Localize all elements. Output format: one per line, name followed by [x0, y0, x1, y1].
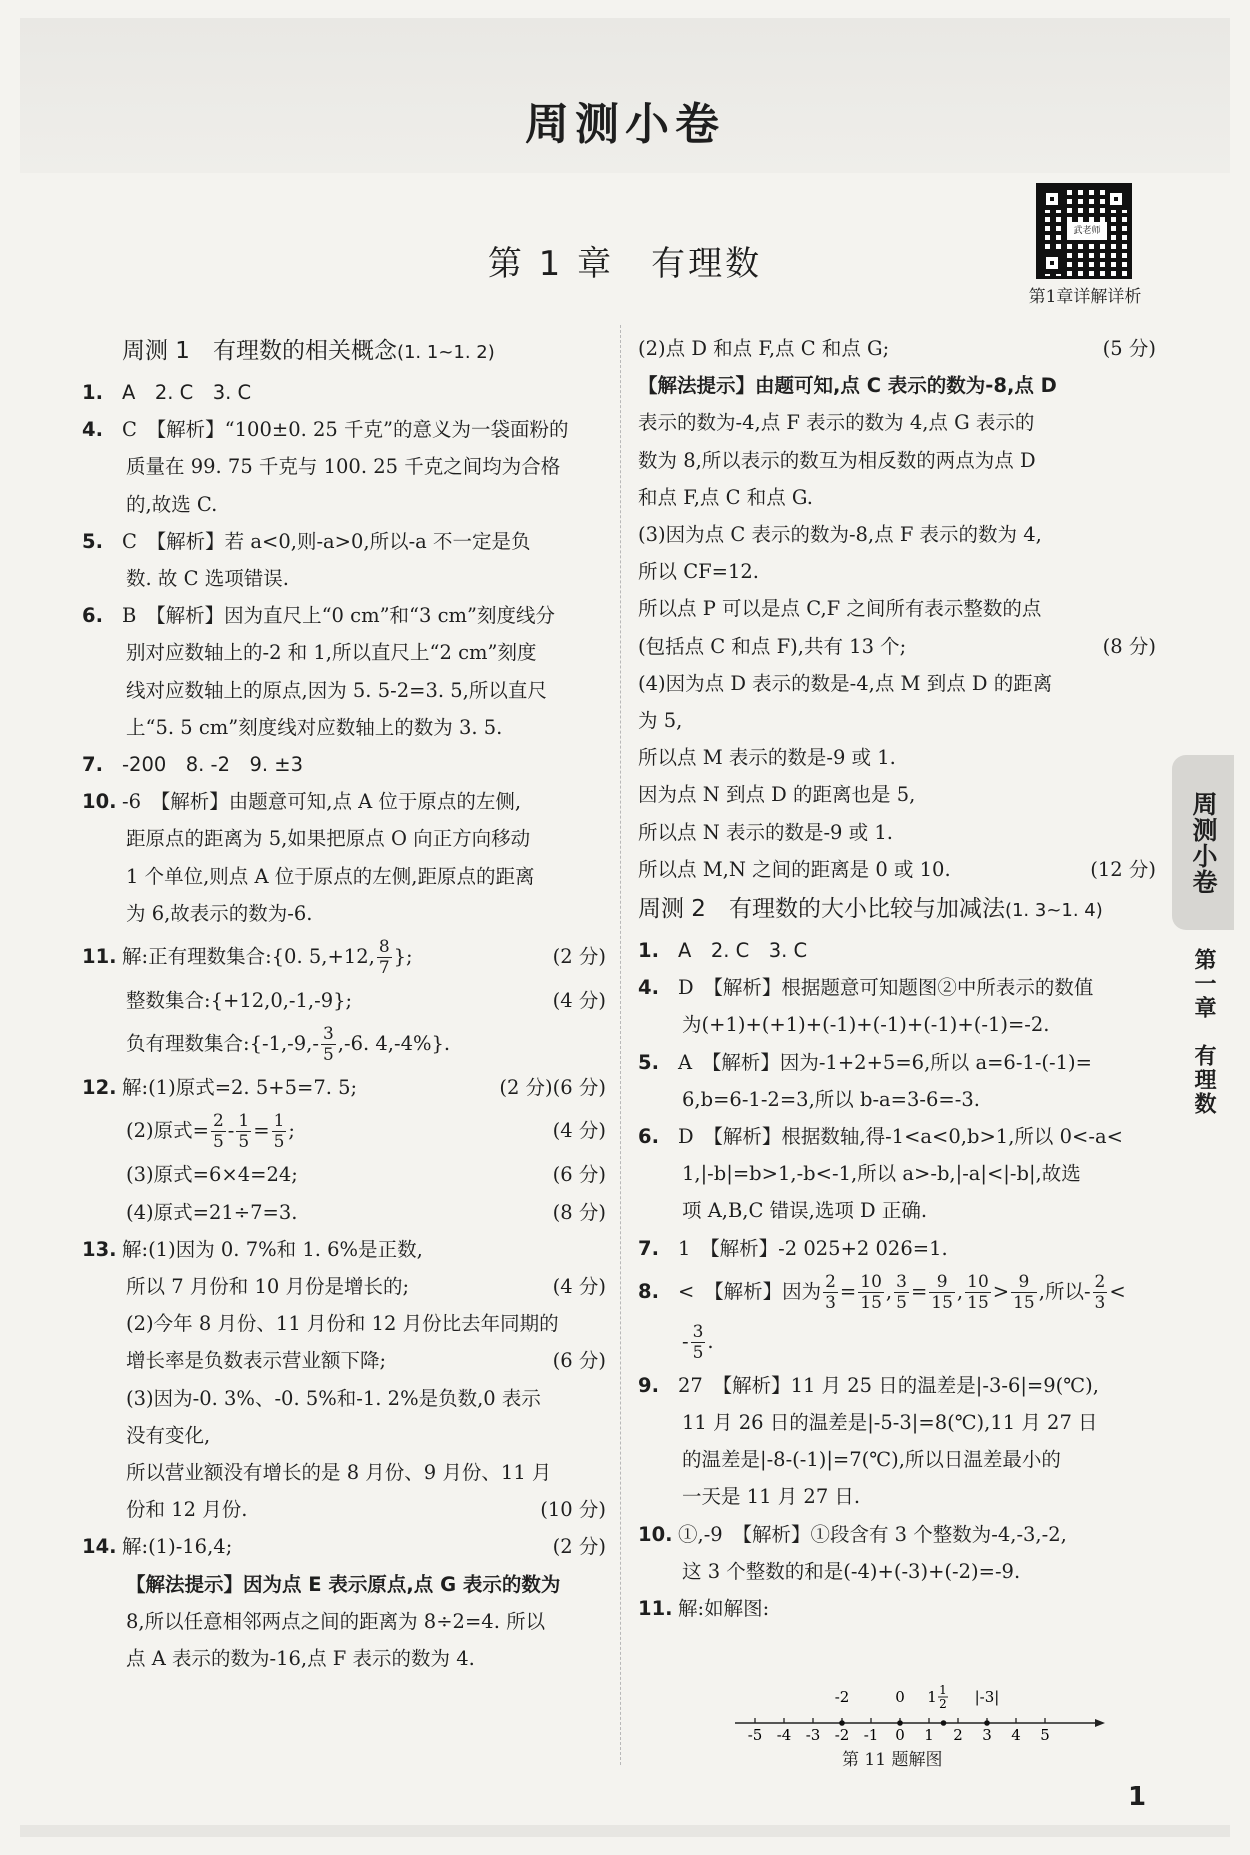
axis-point [984, 1720, 990, 1726]
point-label-abs: |-3| [974, 1688, 1000, 1706]
axis-tick-label: 3 [982, 1726, 992, 1742]
page-title: 周测小卷 [525, 99, 725, 150]
score: (8 分) [552, 1200, 606, 1224]
answer-line: 6. B 【解析】因为直尺上“0 cm”和“3 cm”刻度线分 [82, 604, 555, 628]
answer-line: 1 个单位,则点 A 位于原点的左侧,距原点的距离 [126, 864, 535, 888]
answer-line: 因为点 N 到点 D 的距离也是 5, [638, 783, 916, 807]
answer-line: 份和 12 月份. (10 分) [82, 1491, 606, 1528]
point-label-mixed-num: 1 [939, 1683, 947, 1697]
axis-tick-label: -5 [747, 1726, 763, 1742]
answer-line: 增长率是负数表示营业额下降; (6 分) [82, 1342, 606, 1379]
chapter-title: 第 1 章 有理数 [487, 244, 763, 284]
answer-line: (2)点 D 和点 F,点 C 和点 G; (5 分) [638, 330, 1156, 367]
score: (4 分) [552, 989, 606, 1013]
answer-line: 点 A 表示的数为-16,点 F 表示的数为 4. [126, 1647, 475, 1671]
answer-line: 项 A,B,C 错误,选项 D 正确. [682, 1199, 928, 1223]
answer-line: 7. 1 【解析】-2 025+2 026=1. [638, 1236, 948, 1260]
answer-line: (4)因为点 D 表示的数是-4,点 M 到点 D 的距离 [638, 671, 1053, 695]
qr-caption: 第1章详解详析 [1028, 287, 1142, 307]
answer-line: 5. A 【解析】因为-1+2+5=6,所以 a=6-1-(-1)= [638, 1050, 1092, 1074]
answer-line: 10. -6 【解析】由题意可知,点 A 位于原点的左侧, [82, 790, 522, 814]
axis-point [897, 1720, 903, 1726]
answer-line: 【解法提示】由题可知,点 C 表示的数为-8,点 D [638, 374, 1057, 398]
answer-line: 和点 F,点 C 和点 G. [638, 485, 813, 509]
answer-line: 11. 解:如解图: [638, 1597, 770, 1621]
answer-line: 这 3 个整数的和是(-4)+(-3)+(-2)=-9. [682, 1559, 1021, 1583]
answer-line: 没有变化, [126, 1423, 211, 1447]
answer-line: 所以 CF=12. [638, 560, 759, 584]
answer-line: 【解法提示】因为点 E 表示原点,点 G 表示的数为 [126, 1572, 561, 1596]
answer-line: 4. C 【解析】“100±0. 25 千克”的意义为一袋面粉的 [82, 418, 569, 442]
axis-tick-label: -2 [834, 1726, 850, 1742]
axis-tick-label: 2 [953, 1726, 963, 1742]
score: (6 分) [552, 1163, 606, 1187]
score: (8 分) [1102, 634, 1156, 658]
answer-line: (3)因为点 C 表示的数为-8,点 F 表示的数为 4, [638, 523, 1042, 547]
section-title-week1: 周测 1 有理数的相关概念(1. 1~1. 2) [122, 338, 495, 364]
score: (4 分) [552, 1275, 606, 1299]
answer-line: 整数集合:{+12,0,-1,-9}; (4 分) [82, 982, 606, 1019]
qr-badge: 武老师 [1067, 222, 1107, 240]
side-chapter-label: 第一章 有理数 [1191, 948, 1216, 1116]
answer-line: 1. A 2. C 3. C [82, 381, 252, 404]
answer-line: 11. 解:正有理数集合:{0. 5,+12, $\frac{8}{7}$ }; (2 分) [82, 932, 606, 982]
answer-line: 7. -200 8. -2 9. ±3 [82, 753, 304, 777]
answer-line: 所以点 M 表示的数是-9 或 1. [638, 746, 896, 770]
point-label-neg2: -2 [834, 1688, 850, 1706]
axis-tick-label: -4 [776, 1726, 792, 1742]
axis-tick-label: -3 [805, 1726, 821, 1742]
score: (2 分) [499, 1076, 553, 1100]
answer-line: 距原点的距离为 5,如果把原点 O 向正方向移动 [126, 827, 531, 851]
answer-line: 11 月 26 日的温差是|-5-3|=8(℃),11 月 27 日 [682, 1411, 1098, 1435]
axis-tick-label: 0 [895, 1726, 905, 1742]
side-tab: 周测小卷 [1172, 755, 1234, 930]
footer-band [20, 1825, 1230, 1837]
score: (2 分) [552, 945, 606, 969]
number-line-figure [725, 1680, 1125, 1742]
axis-tick-label: 1 [924, 1726, 934, 1742]
answer-line: 的温差是|-8-(-1)|=7(℃),所以日温差最小的 [682, 1448, 1061, 1472]
point-label-zero: 0 [895, 1688, 905, 1706]
answer-line: 线对应数轴上的原点,因为 5. 5-2=3. 5,所以直尺 [126, 678, 547, 702]
answer-line: 数. 故 C 选项错误. [126, 567, 289, 591]
answer-line: 为 6,故表示的数为-6. [126, 901, 313, 925]
answer-line: 所以点 P 可以是点 C,F 之间所有表示整数的点 [638, 597, 1042, 621]
answer-line: 8,所以任意相邻两点之间的距离为 8÷2=4. 所以 [126, 1609, 546, 1633]
answer-line: 负有理数集合:{-1,-9,- $\frac{3}{5}$ ,-6. 4,-4%}. [126, 1024, 451, 1066]
score: (4 分) [552, 1119, 606, 1143]
score: (2 分) [552, 1535, 606, 1559]
answer-line: 5. C 【解析】若 a<0,则-a>0,所以-a 不一定是负 [82, 529, 531, 553]
score: (6 分) [552, 1349, 606, 1373]
answer-line: 6. D 【解析】根据数轴,得-1<a<0,b>1,所以 0<-a< [638, 1125, 1123, 1149]
answer-line: 10. ①,-9 【解析】①段含有 3 个整数为-4,-3,-2, [638, 1522, 1067, 1546]
axis-tick-label: 5 [1040, 1726, 1050, 1742]
answer-line: 为(+1)+(+1)+(-1)+(-1)+(-1)+(-1)=-2. [682, 1013, 1050, 1037]
column-divider [620, 325, 621, 1765]
answer-line: 13. 解:(1)因为 0. 7%和 1. 6%是正数, [82, 1237, 423, 1261]
answer-line: (2)原式= $\frac{2}{5}$ - $\frac{1}{5}$ = $\frac{1}{5}$ ; (4 分) [82, 1106, 606, 1156]
answer-line: 1. A 2. C 3. C [638, 939, 808, 963]
section-title-week2: 周测 2 有理数的大小比较与加减法(1. 3~1. 4) [638, 896, 1103, 923]
answer-line: (3)因为-0. 3%、-0. 5%和-1. 2%是负数,0 表示 [126, 1386, 541, 1410]
answer-line: 为 5, [638, 709, 683, 733]
answer-line: 一天是 11 月 27 日. [682, 1485, 861, 1509]
answer-line: 所以点 M,N 之间的距离是 0 或 10. (12 分) [638, 851, 1156, 888]
answer-line: 1,|-b|=b>1,-b<-1,所以 a>-b,|-a|<|-b|,故选 [682, 1162, 1081, 1186]
axis-point [839, 1720, 845, 1726]
score: (5 分) [1102, 337, 1156, 360]
axis-tick-label: 4 [1011, 1726, 1021, 1742]
answer-line: (包括点 C 和点 F),共有 13 个; (8 分) [638, 628, 1156, 665]
point-label-mixed-whole: 1 [927, 1688, 937, 1706]
answer-line: 的,故选 C. [126, 492, 218, 516]
answer-line: 别对应数轴上的-2 和 1,所以直尺上“2 cm”刻度 [126, 641, 537, 665]
answer-line: 质量在 99. 75 千克与 100. 25 千克之间均为合格 [126, 455, 561, 479]
answer-line: 所以点 N 表示的数是-9 或 1. [638, 820, 893, 844]
answer-line: 所以 7 月份和 10 月份是增长的; (4 分) [82, 1268, 606, 1305]
answer-line: 4. D 【解析】根据题意可知题图②中所表示的数值 [638, 976, 1094, 1000]
answer-line: 数为 8,所以表示的数互为相反数的两点为点 D [638, 448, 1036, 472]
answer-line: (4)原式=21÷7=3. (8 分) [82, 1194, 606, 1231]
answer-line: (2)今年 8 月份、11 月份和 12 月份比去年同期的 [126, 1312, 559, 1336]
answer-line: 12. 解:(1)原式=2. 5+5=7. 5; (2 分) [82, 1069, 606, 1106]
answer-line: 9. 27 【解析】11 月 25 日的温差是|-3-6|=9(℃), [638, 1373, 1099, 1397]
answer-line: (3)原式=6×4=24; (6 分) [82, 1156, 606, 1193]
answer-line: 8. < 【解析】因为 $\frac{2}{3}$ = $\frac{10}{15}$ , $\frac{3}{5}$ = $\frac{9}{15}$ , $\frac{10}{15}$ > $\frac{9}{15}$ ,所以- $\frac{2}{3}$ < [638, 1271, 1126, 1313]
answer-line: 所以营业额没有增长的是 8 月份、9 月份、11 月 [126, 1461, 552, 1485]
score: (6 分) [552, 1076, 606, 1100]
answer-line: 6,b=6-1-2=3,所以 b-a=3-6=-3. [682, 1087, 980, 1111]
page-number: 1 [1128, 1782, 1147, 1812]
point-label-mixed-den: 2 [939, 1697, 947, 1711]
answer-line: 14. 解:(1)-16,4; (2 分) [82, 1528, 606, 1565]
answer-line: - $\frac{3}{5}$ . [682, 1321, 714, 1363]
axis-point [941, 1720, 947, 1726]
axis-arrow-icon [1095, 1719, 1105, 1727]
score: (10 分) [540, 1498, 606, 1522]
qr-code-icon[interactable] [1036, 183, 1132, 279]
right-column [638, 330, 1156, 1627]
answer-line: 上“5. 5 cm”刻度线对应数轴上的数为 3. 5. [126, 715, 503, 739]
score: (12 分) [1090, 857, 1156, 881]
axis-tick-label: -1 [863, 1726, 879, 1742]
figure-caption: 第 11 题解图 [842, 1750, 943, 1770]
left-column [82, 330, 606, 1677]
answer-line: 表示的数为-4,点 F 表示的数为 4,点 G 表示的 [638, 411, 1035, 435]
